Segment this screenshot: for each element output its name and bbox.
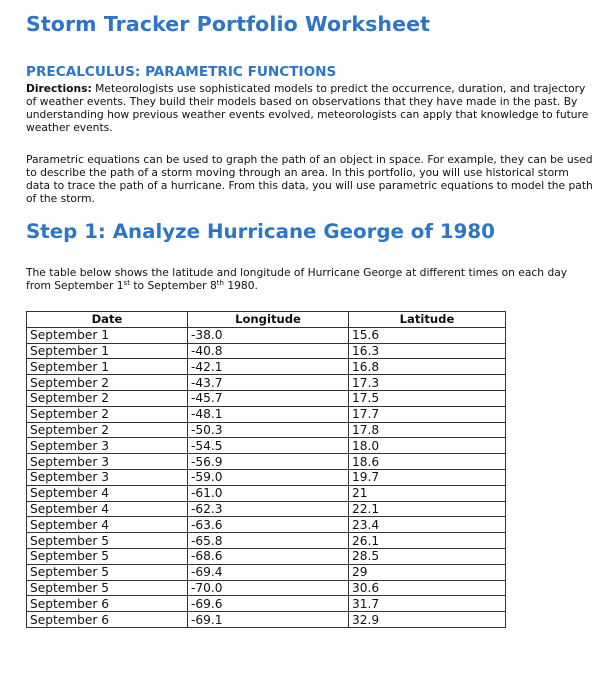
cell-latitude: 22.1 <box>349 501 506 517</box>
cell-date: September 3 <box>27 454 188 470</box>
table-row <box>27 612 506 628</box>
cell-latitude: 21 <box>349 485 506 501</box>
cell-date: September 1 <box>27 327 188 343</box>
cell-latitude: 29 <box>349 564 506 580</box>
cell-latitude: 26.1 <box>349 533 506 549</box>
directions-label: Directions: <box>26 82 92 95</box>
table-header-row <box>27 312 506 328</box>
table-row <box>27 517 506 533</box>
cell-longitude: -40.8 <box>188 343 349 359</box>
cell-latitude: 17.5 <box>349 390 506 406</box>
section-heading: PRECALCULUS: PARAMETRIC FUNCTIONS <box>26 64 337 80</box>
table-row <box>27 438 506 454</box>
header-date: Date <box>27 312 188 328</box>
cell-date: September 3 <box>27 438 188 454</box>
table-row <box>27 375 506 391</box>
cell-latitude: 28.5 <box>349 548 506 564</box>
cell-latitude: 17.3 <box>349 375 506 391</box>
cell-longitude: -50.3 <box>188 422 349 438</box>
cell-date: September 4 <box>27 501 188 517</box>
table-row <box>27 580 506 596</box>
parametric-paragraph: Parametric equations can be used to graph the path of an object in space. For example, they can be used to describe the path of a storm moving through an area. In this portfolio, you will use historical storm data to trace the path of a hurricane. From this data, you will use parametric equations to model the path of the storm. <box>26 153 593 205</box>
cell-date: September 4 <box>27 485 188 501</box>
table-row <box>27 390 506 406</box>
cell-latitude: 19.7 <box>349 469 506 485</box>
cell-latitude: 32.9 <box>349 612 506 628</box>
document-title: Storm Tracker Portfolio Worksheet <box>26 12 431 36</box>
table-row <box>27 501 506 517</box>
hurricane-data-table <box>26 311 506 628</box>
cell-latitude: 15.6 <box>349 327 506 343</box>
table-row <box>27 485 506 501</box>
cell-latitude: 18.0 <box>349 438 506 454</box>
cell-date: September 5 <box>27 548 188 564</box>
table-intro <box>26 266 594 292</box>
cell-longitude: -70.0 <box>188 580 349 596</box>
cell-latitude: 17.7 <box>349 406 506 422</box>
cell-date: September 5 <box>27 580 188 596</box>
cell-latitude: 23.4 <box>349 517 506 533</box>
intro-sup-st: st <box>123 279 130 287</box>
cell-date: September 6 <box>27 596 188 612</box>
table-row <box>27 469 506 485</box>
header-latitude: Latitude <box>349 312 506 328</box>
table-row <box>27 343 506 359</box>
cell-date: September 5 <box>27 533 188 549</box>
cell-longitude: -69.4 <box>188 564 349 580</box>
intro-before: The table below shows the latitude and longitude of Hurricane George at different times on each day from September 1 <box>26 266 568 292</box>
cell-longitude: -69.1 <box>188 612 349 628</box>
cell-longitude: -43.7 <box>188 375 349 391</box>
table-row <box>27 533 506 549</box>
cell-longitude: -59.0 <box>188 469 349 485</box>
cell-date: September 2 <box>27 406 188 422</box>
cell-longitude: -61.0 <box>188 485 349 501</box>
step-1-heading: Step 1: Analyze Hurricane George of 1980 <box>26 220 495 243</box>
cell-latitude: 17.8 <box>349 422 506 438</box>
intro-after: 1980. <box>223 279 258 292</box>
intro-sup-th: th <box>216 279 224 287</box>
table-row <box>27 454 506 470</box>
cell-latitude: 31.7 <box>349 596 506 612</box>
cell-date: September 1 <box>27 343 188 359</box>
intro-middle: to September 8 <box>129 279 217 292</box>
table-row <box>27 548 506 564</box>
cell-longitude: -69.6 <box>188 596 349 612</box>
directions-paragraph <box>26 82 594 134</box>
cell-longitude: -65.8 <box>188 533 349 549</box>
table-row <box>27 422 506 438</box>
cell-longitude: -45.7 <box>188 390 349 406</box>
cell-longitude: -63.6 <box>188 517 349 533</box>
cell-longitude: -54.5 <box>188 438 349 454</box>
header-longitude: Longitude <box>188 312 349 328</box>
cell-longitude: -42.1 <box>188 359 349 375</box>
table-row <box>27 359 506 375</box>
table-row <box>27 596 506 612</box>
cell-longitude: -38.0 <box>188 327 349 343</box>
cell-date: September 2 <box>27 375 188 391</box>
cell-longitude: -62.3 <box>188 501 349 517</box>
cell-latitude: 18.6 <box>349 454 506 470</box>
cell-date: September 2 <box>27 422 188 438</box>
table-row <box>27 406 506 422</box>
cell-latitude: 30.6 <box>349 580 506 596</box>
cell-date: September 4 <box>27 517 188 533</box>
cell-date: September 2 <box>27 390 188 406</box>
table-row <box>27 327 506 343</box>
cell-latitude: 16.3 <box>349 343 506 359</box>
cell-date: September 5 <box>27 564 188 580</box>
cell-longitude: -56.9 <box>188 454 349 470</box>
cell-longitude: -48.1 <box>188 406 349 422</box>
cell-longitude: -68.6 <box>188 548 349 564</box>
table-row <box>27 564 506 580</box>
cell-date: September 1 <box>27 359 188 375</box>
cell-date: September 6 <box>27 612 188 628</box>
directions-text: Meteorologists use sophisticated models to predict the occurrence, duration, and trajectory of weather events. They build their models based on observations that they have made in the past. By understanding how previous weather events evolved, meteorologists can apply that knowledge to future weather events. <box>26 82 589 134</box>
cell-date: September 3 <box>27 469 188 485</box>
cell-latitude: 16.8 <box>349 359 506 375</box>
